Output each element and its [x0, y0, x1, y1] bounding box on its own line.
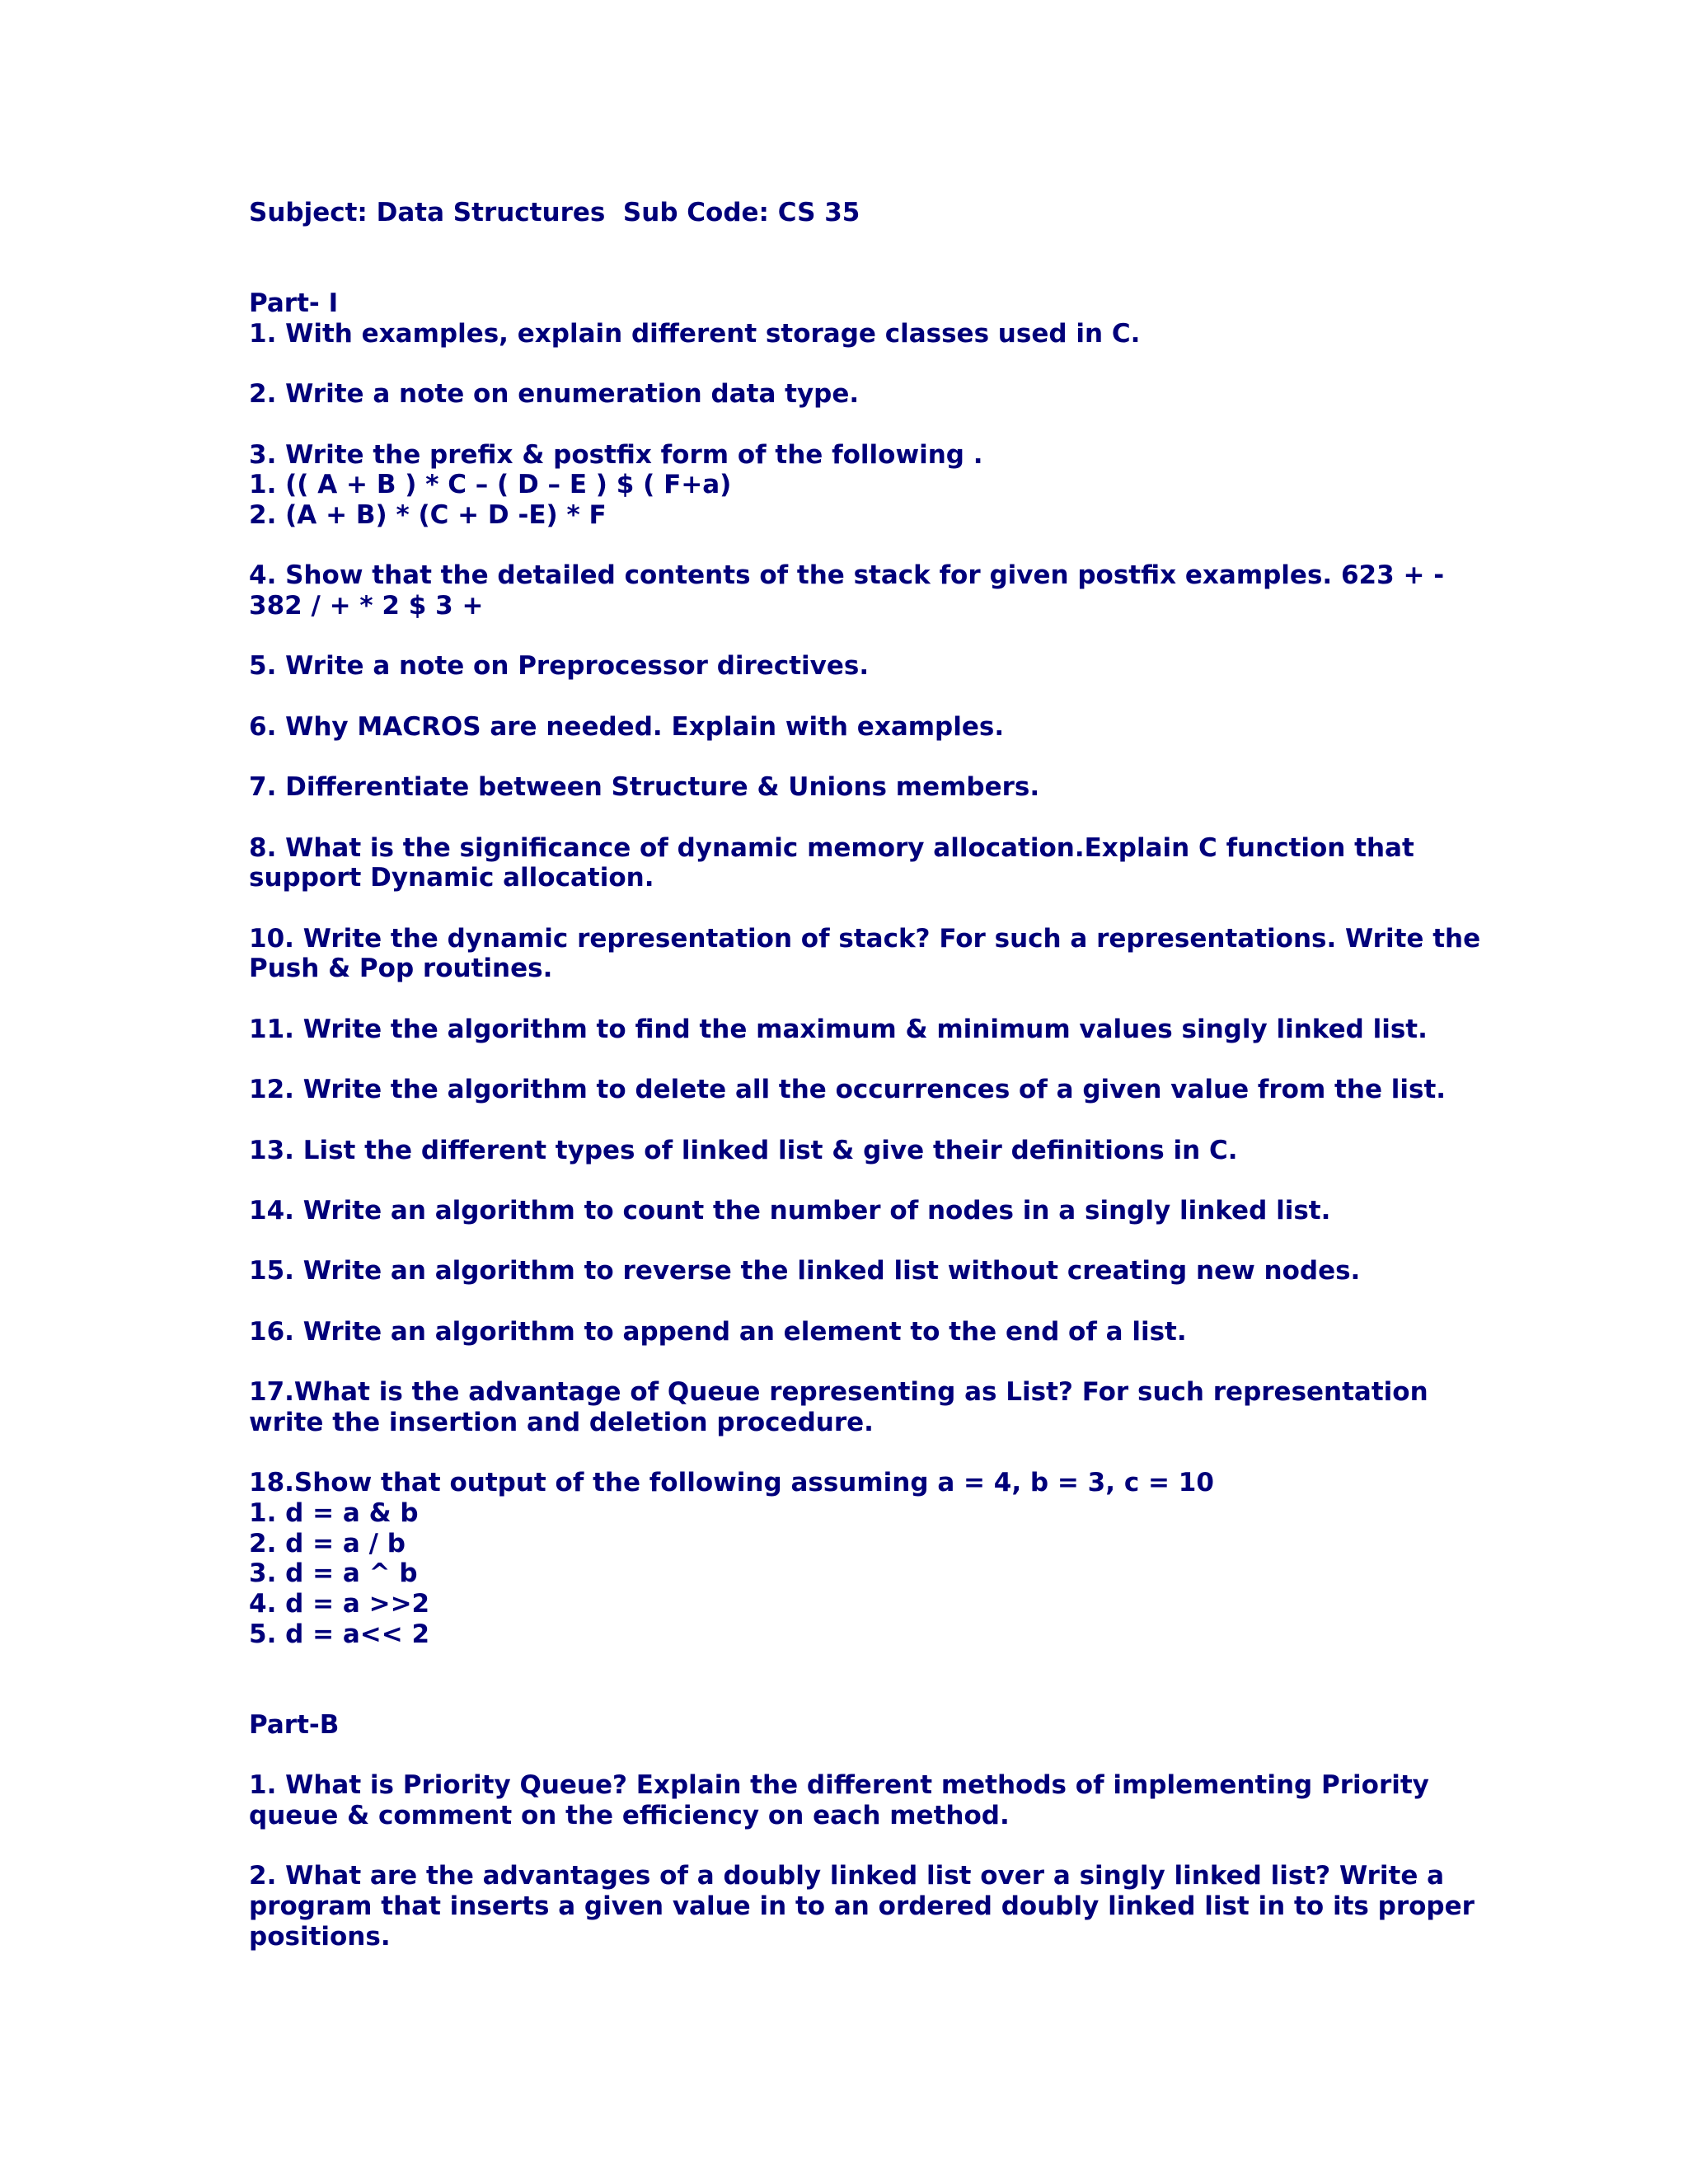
question-part-i-12	[249, 1075, 1461, 1105]
question-part-b-1	[249, 1770, 1461, 1830]
expression-item: 1. d = a & b	[249, 1497, 419, 1528]
question-text: 16. Write an algorithm to append an element to the end of a list.	[249, 1316, 1187, 1347]
question-part-i-5	[249, 651, 1461, 682]
question-text-line: 10. Write the dynamic representation of stack? For such a representations. Write the	[249, 923, 1481, 954]
part-b-title: Part-B	[249, 1709, 340, 1740]
question-part-i-8	[249, 833, 1461, 893]
question-part-i-6	[249, 712, 1461, 743]
expression-item: 1. (( A + B ) * C – ( D – E ) $ ( F+a)	[249, 470, 732, 500]
question-part-i-4	[249, 560, 1461, 621]
expression-item: 4. d = a >>2	[249, 1589, 430, 1619]
question-text: 18.Show that output of the following assuming a = 4, b = 3, c = 10	[249, 1468, 1214, 1498]
expression-item: 3. d = a ^ b	[249, 1558, 418, 1589]
question-text: 1. With examples, explain different storage classes used in C.	[249, 318, 1141, 349]
question-text: 12. Write the algorithm to delete all the occurrences of a given value from the list.	[249, 1075, 1447, 1105]
question-text-line: positions.	[249, 1921, 391, 1952]
expression-item: 5. d = a<< 2	[249, 1619, 430, 1649]
question-text: 14. Write an algorithm to count the number of nodes in a singly linked list.	[249, 1196, 1331, 1226]
question-part-i-14	[249, 1196, 1461, 1226]
question-text-line: 4. Show that the detailed contents of the stack for given postfix examples. 623 + -	[249, 560, 1445, 591]
question-part-i-11	[249, 1015, 1461, 1045]
document-content	[249, 198, 1481, 1982]
question-text: 11. Write the algorithm to find the maximum & minimum values singly linked list.	[249, 1014, 1428, 1044]
part-i-title: Part- I	[249, 288, 339, 319]
question-text-line: write the insertion and deletion procedure.	[249, 1407, 874, 1437]
question-text-line: 8. What is the significance of dynamic memory allocation.Explain C function that	[249, 832, 1414, 863]
question-part-i-13	[249, 1136, 1461, 1166]
question-part-i-7	[249, 772, 1461, 803]
question-text-line: program that inserts a given value in to an ordered doubly linked list in to its proper	[249, 1891, 1475, 1922]
question-text-line: Push & Pop routines.	[249, 954, 553, 984]
question-text: 6. Why MACROS are needed. Explain with examples.	[249, 711, 1005, 742]
question-text: 3. Write the prefix & postfix form of the following .	[249, 439, 983, 470]
question-text: 13. List the different types of linked list & give their definitions in C.	[249, 1135, 1238, 1165]
question-text: 5. Write a note on Preprocessor directives.	[249, 651, 870, 682]
question-text: 2. Write a note on enumeration data type.	[249, 379, 860, 410]
question-text-line: 17.What is the advantage of Queue representing as List? For such representation	[249, 1377, 1428, 1408]
question-part-i-2	[249, 379, 1461, 410]
question-text-line: queue & comment on the efficiency on each method.	[249, 1800, 1010, 1830]
question-text: 7. Differentiate between Structure & Unions members.	[249, 772, 1040, 803]
subject-header: Subject: Data Structures Sub Code: CS 35	[249, 198, 860, 227]
expression-item: 2. d = a / b	[249, 1528, 406, 1558]
question-part-i-3	[249, 440, 1461, 531]
question-part-i-18	[249, 1468, 1461, 1649]
expression-item: 2. (A + B) * (C + D -E) * F	[249, 499, 607, 530]
question-part-i-1	[249, 319, 1461, 349]
question-part-i-10	[249, 923, 1481, 984]
question-text-line: 382 / + * 2 $ 3 +	[249, 591, 484, 621]
question-part-b-2	[249, 1861, 1475, 1952]
question-part-i-17	[249, 1377, 1461, 1437]
question-part-i-16	[249, 1317, 1461, 1347]
question-text-line: 1. What is Priority Queue? Explain the different methods of implementing Priority	[249, 1770, 1429, 1801]
question-part-i-15	[249, 1256, 1461, 1286]
question-text: 15. Write an algorithm to reverse the linked list without creating new nodes.	[249, 1256, 1361, 1286]
question-text-line: support Dynamic allocation.	[249, 863, 654, 893]
question-text-line: 2. What are the advantages of a doubly linked list over a singly linked list? Write a	[249, 1861, 1445, 1891]
